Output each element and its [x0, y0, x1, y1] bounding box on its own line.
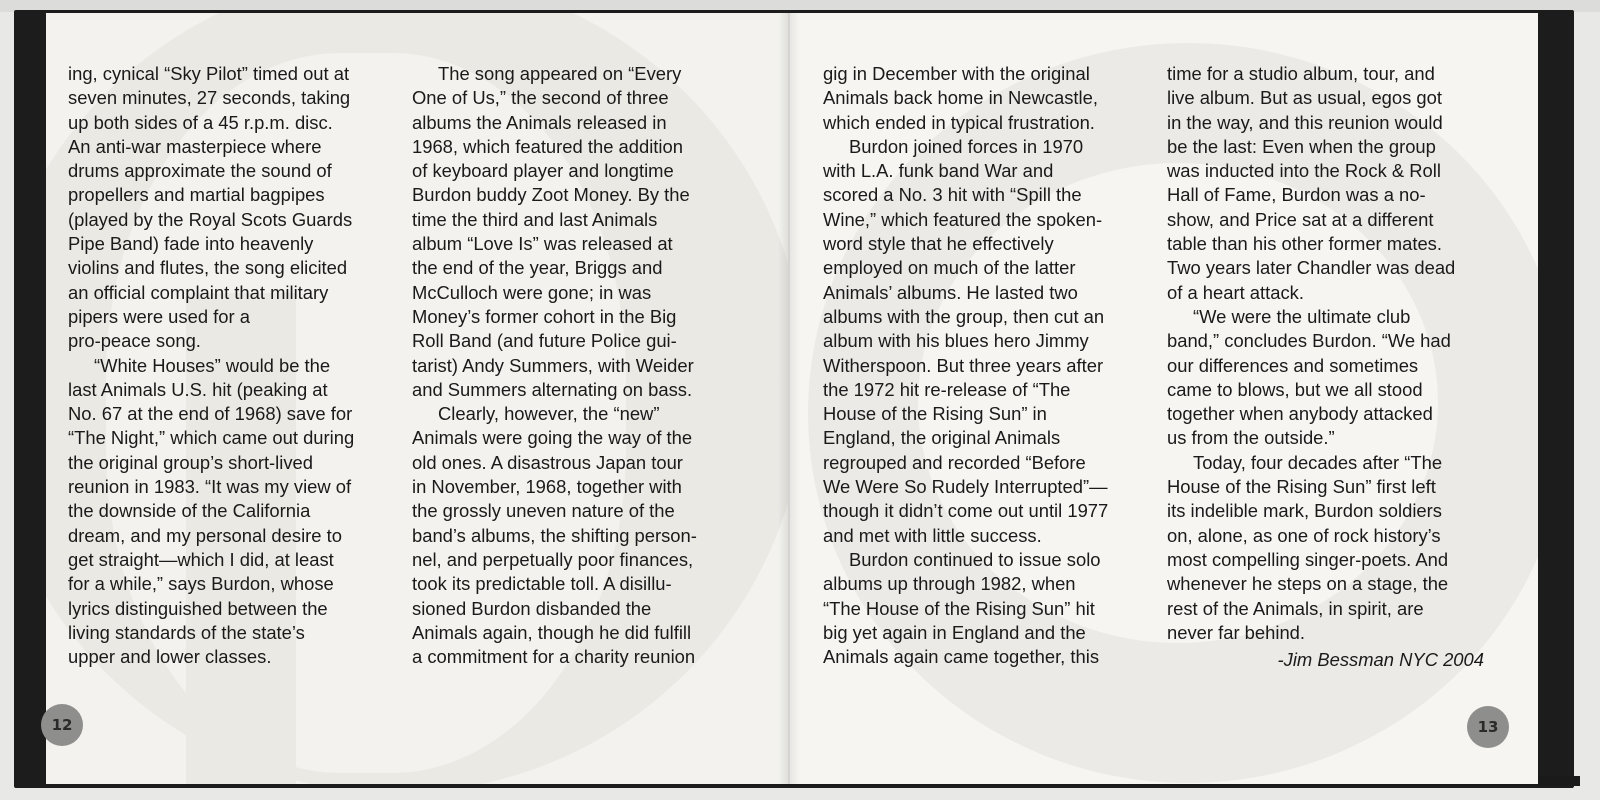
text-line: We Were So Rudely Interrupted”—	[823, 476, 1108, 498]
text-line: violins and flutes, the song elicited	[68, 257, 348, 279]
text-line: ing, cynical “Sky Pilot” timed out at	[68, 63, 350, 84]
text-line: time the third and last Animals	[412, 208, 658, 230]
text-line: tarist) Andy Summers, with Weider	[412, 354, 694, 376]
text-line: in the way, and this reunion would	[1167, 111, 1443, 133]
text-line: word style that he effectively	[823, 233, 1054, 255]
text-column-2	[412, 62, 742, 669]
page-number-badge: 12	[41, 704, 83, 746]
text-line: nel, and perpetually poor finances,	[412, 548, 694, 570]
text-line: took its predictable toll. A disillu-	[412, 573, 672, 595]
text-line: pipers were used for a	[68, 305, 250, 327]
text-line: though it didn’t come out until 1977	[823, 500, 1109, 522]
text-line: which ended in typical frustration.	[823, 111, 1095, 133]
text-line: album “Love Is” was released at	[412, 233, 673, 255]
text-line: its indelible mark, Burdon soldiers	[1167, 500, 1442, 522]
text-line: employed on much of the latter	[823, 257, 1076, 279]
author-signature	[1278, 648, 1484, 672]
text-line: reunion in 1983. “It was my view of	[68, 476, 352, 498]
text-line: The song appeared on “Every	[438, 63, 682, 84]
text-line: Burdon joined forces in 1970	[849, 135, 1084, 157]
page-gutter	[778, 13, 800, 784]
text-line: Wine,” which featured the spoken-	[823, 208, 1103, 230]
paragraph	[412, 402, 742, 669]
text-line: albums with the group, then cut an	[823, 305, 1105, 327]
text-line: One of Us,” the second of three	[412, 87, 669, 109]
text-line: propellers and martial bagpipes	[68, 184, 325, 206]
text-line: on, alone, as one of rock history’s	[1167, 524, 1441, 546]
text-line: of a heart attack.	[1167, 281, 1304, 303]
text-line: and Summers alternating on bass.	[412, 378, 693, 400]
text-line: sioned Burdon disbanded the	[412, 597, 652, 619]
text-column-3	[823, 62, 1153, 669]
text-line: rest of the Animals, in spirit, are	[1167, 597, 1424, 619]
text-line: McCulloch were gone; in was	[412, 281, 652, 303]
text-line: Burdon buddy Zoot Money. By the	[412, 184, 690, 206]
text-line: Animals again came together, this	[823, 646, 1100, 668]
text-line: the 1972 hit re-release of “The	[823, 378, 1071, 400]
paragraph	[823, 135, 1153, 548]
text-line: the end of the year, Briggs and	[412, 257, 663, 279]
text-line: gig in December with the original	[823, 63, 1090, 84]
text-line: never far behind.	[1167, 621, 1306, 643]
text-line: be the last: Even when the group	[1167, 135, 1436, 157]
text-line: England, the original Animals	[823, 427, 1061, 449]
text-line: An anti-war masterpiece where	[68, 135, 322, 157]
text-line: Hall of Fame, Burdon was a no-	[1167, 184, 1426, 206]
text-line: Burdon continued to issue solo	[849, 548, 1101, 570]
text-line: up both sides of a 45 r.p.m. disc.	[68, 111, 333, 133]
text-line: for a while,” says Burdon, whose	[68, 573, 334, 595]
text-line: time for a studio album, tour, and	[1167, 63, 1435, 84]
text-line: big yet again in England and the	[823, 621, 1086, 643]
text-line: Animals again, though he did fulfill	[412, 621, 692, 643]
text-line: with L.A. funk band War and	[823, 160, 1054, 182]
text-line: Animals back home in Newcastle,	[823, 87, 1098, 109]
paragraph	[412, 62, 742, 402]
text-line: lyrics distinguished between the	[68, 597, 328, 619]
text-line: in November, 1968, together with	[412, 476, 682, 498]
text-line: show, and Price sat at a different	[1167, 208, 1434, 230]
text-line: Clearly, however, the “new”	[438, 403, 660, 425]
text-line: dream, and my personal desire to	[68, 524, 342, 546]
text-line: the original group’s short-lived	[68, 451, 314, 473]
text-line: band,” concludes Burdon. “We had	[1167, 330, 1451, 352]
paragraph	[1167, 451, 1497, 645]
text-line: Animals were going the way of the	[412, 427, 693, 449]
text-line: old ones. A disastrous Japan tour	[412, 451, 683, 473]
text-line: the downside of the California	[68, 500, 311, 522]
text-line: an official complaint that military	[68, 281, 329, 303]
text-line: get straight—which I did, at least	[68, 548, 334, 570]
text-line: and met with little success.	[823, 524, 1042, 546]
text-line: Pipe Band) fade into heavenly	[68, 233, 314, 255]
page-number-badge: 13	[1467, 706, 1509, 748]
text-line: together when anybody attacked	[1167, 403, 1433, 425]
text-line: came to blows, but we all stood	[1167, 378, 1423, 400]
text-line: upper and lower classes.	[68, 646, 272, 668]
text-line: living standards of the state’s	[68, 621, 305, 643]
paragraph	[823, 62, 1153, 135]
text-line: “The House of the Rising Sun” hit	[823, 597, 1095, 619]
text-line: Witherspoon. But three years after	[823, 354, 1104, 376]
text-line: Animals’ albums. He lasted two	[823, 281, 1078, 303]
text-line: band’s albums, the shifting person-	[412, 524, 697, 546]
text-column-4	[1167, 62, 1497, 645]
text-line: “The Night,” which came out during	[68, 427, 355, 449]
text-line: table than his other former mates.	[1167, 233, 1442, 255]
text-line: “We were the ultimate club	[1193, 305, 1411, 327]
text-line: a commitment for a charity reunion	[412, 646, 696, 668]
text-line: whenever he steps on a stage, the	[1167, 573, 1449, 595]
text-line: last Animals U.S. hit (peaking at	[68, 378, 328, 400]
text-line: pro-peace song.	[68, 330, 201, 352]
text-line: House of the Rising Sun” first left	[1167, 476, 1436, 498]
text-line: (played by the Royal Scots Guards	[68, 208, 353, 230]
text-line: drums approximate the sound of	[68, 160, 332, 182]
text-line: “White Houses” would be the	[94, 354, 331, 376]
text-line: was inducted into the Rock & Roll	[1167, 160, 1441, 182]
text-line: scored a No. 3 hit with “Spill the	[823, 184, 1082, 206]
text-line: the grossly uneven nature of the	[412, 500, 675, 522]
text-column-1	[68, 62, 398, 669]
signature-author: -Jim Bessman	[1277, 649, 1395, 670]
text-line: regrouped and recorded “Before	[823, 451, 1086, 473]
text-line: albums up through 1982, when	[823, 573, 1076, 595]
signature-place-date: NYC 2004	[1399, 649, 1484, 670]
text-line: No. 67 at the end of 1968) save for	[68, 403, 353, 425]
text-line: seven minutes, 27 seconds, taking	[68, 87, 351, 109]
text-line: House of the Rising Sun” in	[823, 403, 1047, 425]
text-line: most compelling singer-poets. And	[1167, 548, 1449, 570]
text-line: album with his blues hero Jimmy	[823, 330, 1089, 352]
text-line: Roll Band (and future Police gui-	[412, 330, 677, 352]
text-line: live album. But as usual, egos got	[1167, 87, 1442, 109]
text-line: Money’s former cohort in the Big	[412, 305, 677, 327]
text-line: albums the Animals released in	[412, 111, 667, 133]
text-line: of keyboard player and longtime	[412, 160, 674, 182]
text-line: Two years later Chandler was dead	[1167, 257, 1456, 279]
text-line: Today, four decades after “The	[1193, 451, 1443, 473]
paragraph	[1167, 62, 1497, 305]
text-line: us from the outside.”	[1167, 427, 1335, 449]
text-line: our differences and sometimes	[1167, 354, 1419, 376]
paragraph	[68, 62, 398, 354]
paragraph	[68, 354, 398, 670]
paragraph	[1167, 305, 1497, 451]
text-line: 1968, which featured the addition	[412, 135, 683, 157]
paragraph	[823, 548, 1153, 669]
